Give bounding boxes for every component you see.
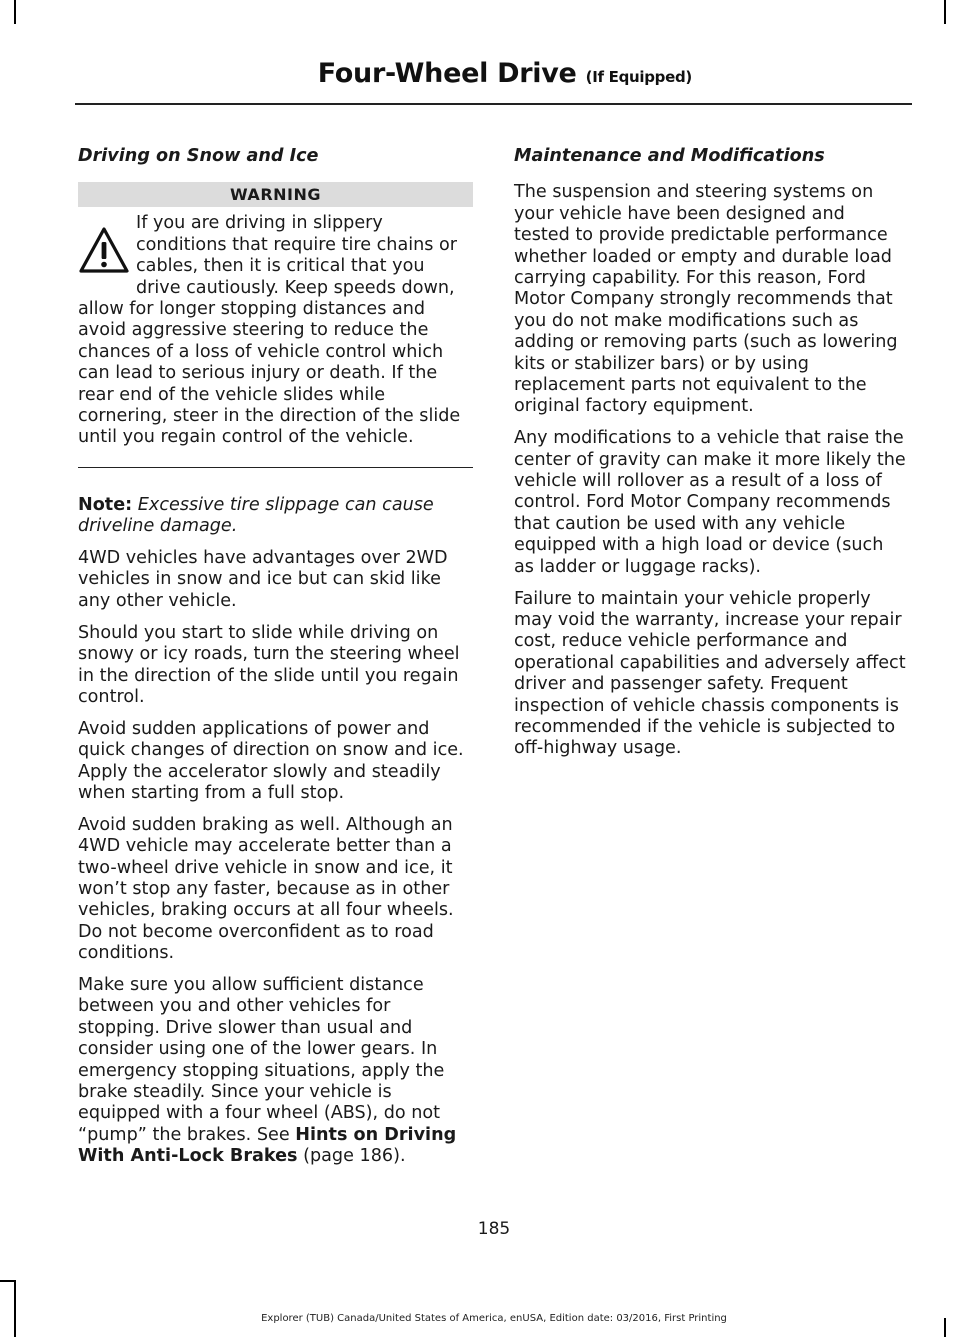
- warning-label: WARNING: [78, 182, 473, 207]
- paragraph: Any modifications to a vehicle that raise the center of gravity can make it more likely the vehicle will rollover as a result of a loss of control. Ford Motor Company recommends that caution be used with any vehicle equipped with a high load or device (such as ladder or luggage racks).: [514, 428, 906, 577]
- paragraph: Avoid sudden braking as well. Although an 4WD vehicle may accelerate better than a two-wheel drive vehicle in snow and ice, it won’t stop any faster, because as in other vehicles, braking occurs at all four wheels. Do not become overconfident as to road conditions.: [78, 814, 454, 964]
- paragraph-abs: [78, 975, 473, 1168]
- cross-reference-link[interactable]: Hints on Driving With Anti-Lock Brakes: [78, 1124, 457, 1167]
- paragraph: The suspension and steering systems on your vehicle have been designed and tested to provide predictable performance whether loaded or empty and durable load carrying capability. For this reason, Ford Motor Company strongly recommends that you do not make modifications such as adding or removing parts (such as lowering kits or stabilizer bars) or by using replacement parts not equivalent to the original factory equipment.: [514, 182, 898, 417]
- section-heading-snow-ice: Driving on Snow and Ice: [78, 146, 319, 166]
- note: [78, 495, 473, 538]
- paragraph: Avoid sudden applications of power and quick changes of direction on snow and ice. Apply the accelerator slowly and steadily when starting from a full stop.: [78, 718, 464, 803]
- paragraph: Should you start to slide while driving on snowy or icy roads, turn the steering wheel in the direction of the slide until you regain control.: [78, 622, 460, 707]
- warning-triangle-icon: [78, 225, 130, 277]
- warning-rule: [78, 467, 473, 468]
- note-text: Excessive tire slippage can cause driveline damage.: [78, 494, 434, 537]
- header-title: Four-Wheel Drive: [317, 58, 577, 89]
- crop-mark-bottom-left-h: [0, 1280, 16, 1282]
- warning-box: [78, 213, 473, 448]
- crop-mark-top-right: [944, 0, 946, 24]
- header-subtitle: (If Equipped): [585, 68, 692, 86]
- page-header: [318, 58, 692, 89]
- crop-mark-bottom-left-v: [14, 1280, 16, 1337]
- page-number: 185: [477, 1219, 511, 1239]
- note-label: Note:: [78, 494, 133, 515]
- paragraph: Failure to maintain your vehicle properly may void the warranty, increase your repair cost, reduce vehicle performance and operational capabilities and adversely affect driver and passenger safety. Frequent inspection of vehicle chassis components is recommended if the vehicle is subjected to off-highway usage.: [514, 588, 906, 759]
- section-heading-maintenance: Maintenance and Modifications: [514, 146, 825, 166]
- footer-text: Explorer (TUB) Canada/United States of America, enUSA, Edition date: 03/2016, First Printing: [261, 1313, 727, 1324]
- crop-mark-top-left: [14, 0, 16, 24]
- paragraph-abs-text: Make sure you allow sufficient distance between you and other vehicles for stopping. Drive slower than usual and consider using one of the lower gears. In emergency stopping situations, apply the brake steadily. Since your vehicle is equipped with a four wheel (ABS), do not “pump” the brakes. See: [78, 974, 445, 1145]
- left-column: [78, 140, 473, 1178]
- right-column: [514, 140, 906, 770]
- warning-text: If you are driving in slippery conditions that require tire chains or cables, then it is critical that you drive cautiously. Keep speeds down, allow for longer stopping distances and avoid aggressive steering to reduce the chances of a loss of vehicle control which can lead to serious injury or death. If the rear end of the vehicle slides while cornering, steer in the direction of the slide until you regain control of the vehicle.: [78, 213, 461, 448]
- header-rule: [75, 103, 912, 105]
- paragraph: 4WD vehicles have advantages over 2WD vehicles in snow and ice but can skid like any other vehicle.: [78, 548, 448, 611]
- page-reference: (page 186).: [297, 1146, 406, 1167]
